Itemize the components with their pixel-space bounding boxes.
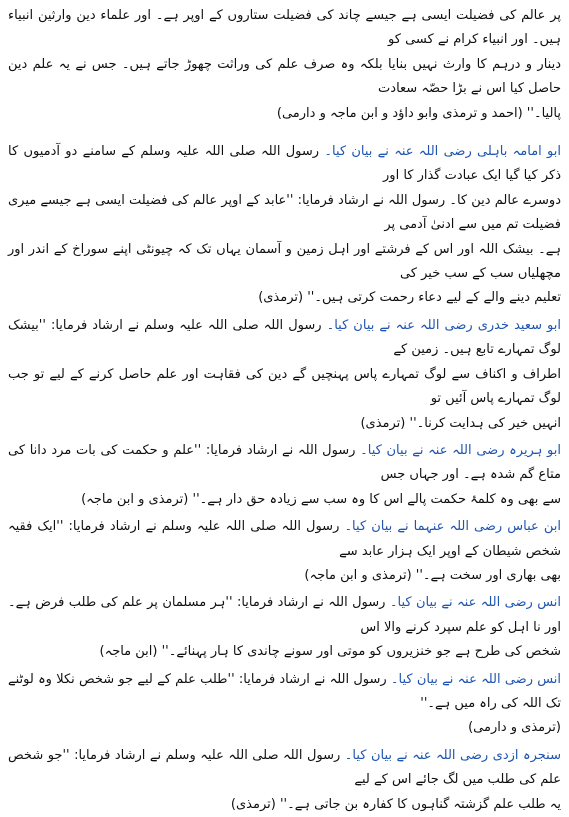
text-line: اطراف و اکناف سے لوگ تمہارے پاس پہنچیں گے دین کی فقاہت اور علم حاصل کرنے کے لیے تو جب لوگ تمہارے پاس آئیں تو xyxy=(8,366,561,407)
text-line xyxy=(8,140,561,189)
text-line: دینار و درہم کا وارث نہیں بنایا بلکہ وہ صرف علم کی وراثت چھوڑ جاتے ہیں۔ جس نے یہ علم دین حاصل کیا اس نے بڑا حصّہ سعادت xyxy=(8,56,561,97)
text-line xyxy=(8,591,561,640)
narrator-name: سنجرہ ازدی رضی اللہ عنہ نے بیان کیا۔ xyxy=(344,747,561,763)
narrator-name: ابو سعید خدری رضی اللہ عنہ نے بیان کیا۔ xyxy=(326,317,561,333)
text-line: انہیں خیر کی ہدایت کرنا۔'' (ترمذی) xyxy=(360,415,561,431)
text-line: شخص کی طرح ہے جو خنزیروں کو موتی اور سونے چاندی کا ہار پہنائے۔'' (ابن ماجہ) xyxy=(99,644,561,660)
hadith-text: رسول اللہ نے ارشاد فرمایا: ''طلب علم کے لیے جو شخص نکلا وہ لوٹنے تک اللہ کی راہ میں ہے۔'' xyxy=(8,671,561,711)
narrator-name: انس رضی اللہ عنہ نے بیان کیا۔ xyxy=(389,595,562,611)
text-line xyxy=(8,668,561,717)
text-line: (ترمذی و دارمی) xyxy=(468,720,561,736)
narrator-name: انس رضی اللہ عنہ نے بیان کیا۔ xyxy=(390,671,562,687)
text-line xyxy=(8,744,561,793)
text-line xyxy=(8,314,561,363)
text-line xyxy=(8,515,561,564)
text-line: تعلیم دینے والے کے لیے دعاء رحمت کرتی ہیں۔'' (ترمذی) xyxy=(258,290,561,306)
text-line: یہ طلب علم گزشتہ گناہوں کا کفارہ بن جاتی ہے۔'' (ترمذی) xyxy=(230,796,561,812)
narrator-name: ابو ہریرہ رضی اللہ عنہ نے بیان کیا۔ xyxy=(360,442,561,458)
hadith-abu-hurairah xyxy=(8,439,561,512)
hadith-anas-2 xyxy=(8,668,561,741)
hadith-text: رسول اللہ نے ارشاد فرمایا: ''ہر مسلمان پر علم کی طلب فرض ہے۔ اور نا اہل کو علم سپرد کرنے والا اس xyxy=(8,595,561,635)
hadith-text: رسول اللہ صلی اللہ علیہ وسلم نے ارشاد فرمایا: ''جو شخص علم کی طلب میں لگ جائے اس کے لیے xyxy=(8,747,561,788)
text-line: بھی بھاری اور سخت ہے۔'' (ترمذی و ابن ماجہ) xyxy=(304,567,561,583)
hadith-text: رسول اللہ صلی اللہ علیہ وسلم کے سامنے دو آدمیوں کا ذکر کیا گیا ایک عبادت گذار کا اور xyxy=(8,144,561,184)
narrator-name: ابن عباس رضی اللہ عنہما نے بیان کیا۔ xyxy=(344,519,561,535)
hadith-text: رسول اللہ نے ارشاد فرمایا: ''علم و حکمت کی بات مرد دانا کی متاع گم شدہ ہے۔ اور جہاں جس xyxy=(8,442,561,483)
hadith-anas-1 xyxy=(8,591,561,664)
narrator-name: ابو امامہ باہلی رضی اللہ عنہ نے بیان کیا۔ xyxy=(324,144,562,160)
hadith-abu-saeed xyxy=(8,314,561,436)
hadith-abu-umama xyxy=(8,140,561,311)
hadith-text: رسول اللہ صلی اللہ علیہ وسلم نے ارشاد فرمایا: ''بیشک لوگ تمہارے تابع ہیں۔ زمین کے xyxy=(8,317,561,358)
text-line: پر عالم کی فضیلت ایسی ہے جیسے چاند کی فضیلت ستاروں کے اوپر ہے۔ اور علماء دین وارثین انبیاء ہیں۔ اور انبیاء کرام نے کسی کو xyxy=(8,8,561,48)
text-line xyxy=(8,439,561,488)
text-line: دوسرے عالم دین کا۔ رسول اللہ نے ارشاد فرمایا: ''عابد کے اوپر عالم کی فضیلت ایسی ہے جیسے میری فضیلت تم میں سے ادنیٰ آدمی پر xyxy=(8,192,561,233)
hadith-text: رسول اللہ صلی اللہ علیہ وسلم نے ارشاد فرمایا: ''ایک فقیہ شخص شیطان کے اوپر ایک ہزار عابد سے xyxy=(8,519,561,559)
text-line: ہے۔ بیشک اللہ اور اس کے فرشتے اور اہل زمین و آسمان یہاں تک کہ چیونٹی اپنے سوراخ کے اندر اور مچھلیاں سب کے سب خیر کی xyxy=(8,241,561,282)
text-line: پالیا۔'' (احمد و ترمذی وابو داؤد و ابن ماجہ و دارمی) xyxy=(276,105,561,121)
text-line: سے بھی وہ کلمۂ حکمت پالے اس کا وہ سب سے زیادہ حق دار ہے۔'' (ترمذی و ابن ماجہ) xyxy=(81,491,561,507)
paragraph-gap xyxy=(8,126,561,140)
paragraph-intro-continuation xyxy=(8,4,561,126)
hadith-sanjarah-azdi xyxy=(8,744,561,817)
urdu-hadith-page xyxy=(8,4,562,812)
hadith-ibn-abbas xyxy=(8,515,561,588)
